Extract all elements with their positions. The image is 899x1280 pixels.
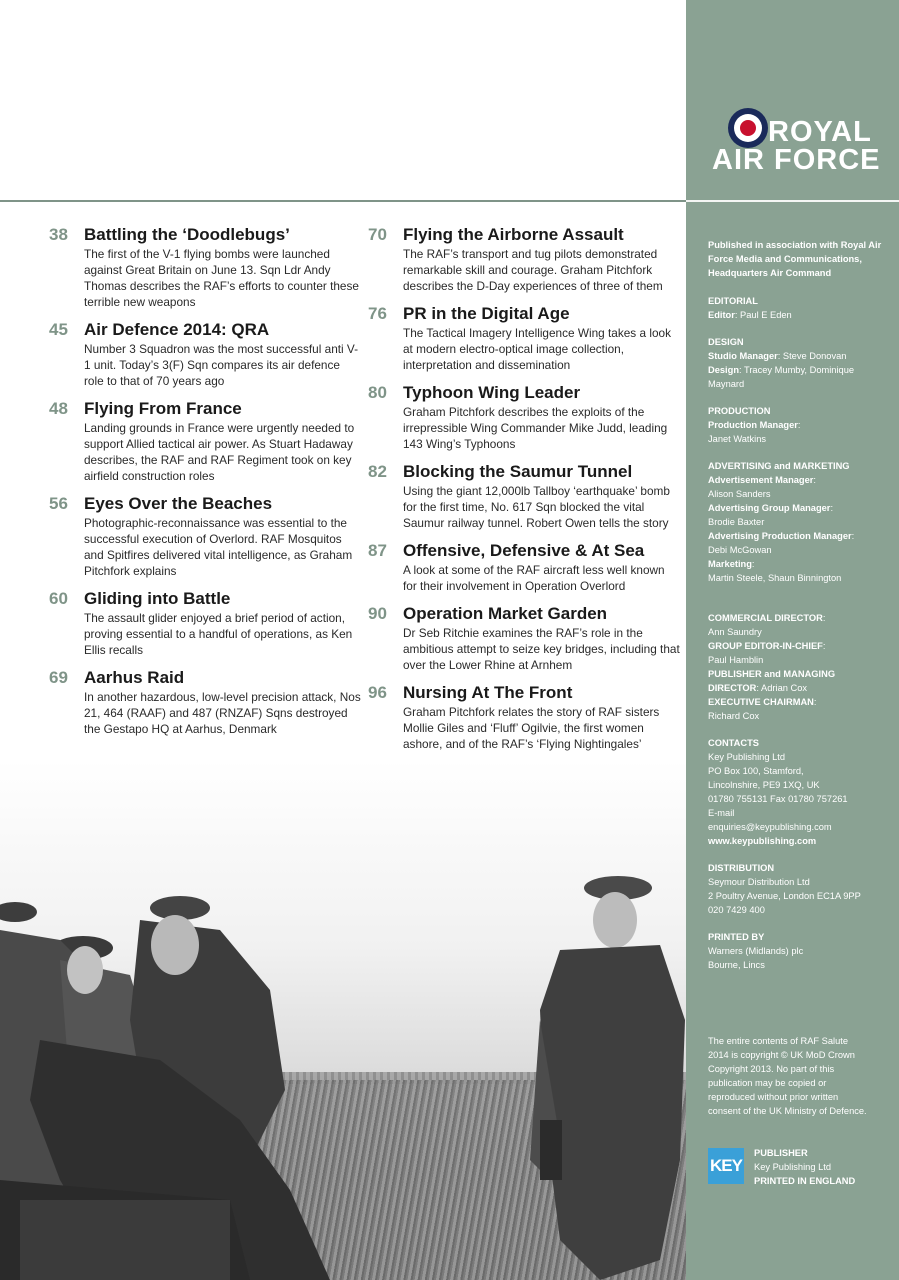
toc-entry[interactable] (49, 588, 361, 658)
article-summary: In another hazardous, low-level precision attack, Nos 21, 464 (RAAF) and 487 (RNZAF) Sqns destroyed the Gestapo HQ at Aarhus, Denmark (84, 690, 361, 736)
association-note: Published in association with Royal Air Force Media and Communications, Headquarters Air Command (708, 240, 882, 278)
credit-separator: : (797, 420, 801, 430)
toc-entry[interactable] (368, 382, 680, 452)
article-summary: Using the giant 12,000lb Tallboy ‘earthquake’ bomb for the first time, No. 617 Sqn blocked the vital Saumur railway tunnel. Robert Owen tells the story (403, 484, 670, 530)
commercial-section (708, 611, 888, 723)
toc-entry[interactable] (49, 398, 361, 484)
design-section (708, 335, 888, 391)
credit-line (708, 349, 888, 363)
contact-line: Lincolnshire, PE9 1XQ, UK (708, 780, 820, 790)
article-title: Air Defence 2014: QRA (84, 320, 270, 339)
publisher-block (754, 1146, 894, 1188)
article-title: Offensive, Defensive & At Sea (403, 541, 645, 560)
credit-line (708, 418, 888, 432)
toc-right-column (368, 224, 680, 761)
distribution-line: 2 Poultry Avenue, London EC1A 9PP (708, 891, 861, 901)
photo-figures (0, 760, 686, 1280)
toc-entry[interactable] (368, 540, 680, 594)
production-section (708, 404, 888, 446)
credit-role: Advertisement Manager (708, 475, 814, 485)
page-number: 69 (49, 668, 68, 687)
credit-role: Marketing (708, 559, 752, 569)
credit-role: Studio Manager (708, 351, 778, 361)
contacts-section (708, 736, 888, 848)
article-title: Battling the ‘Doodlebugs’ (84, 225, 290, 244)
section-title: EDITORIAL (708, 296, 758, 306)
toc-entry[interactable] (49, 319, 361, 389)
credit-name: : Adrian Cox (756, 683, 808, 693)
page-number: 60 (49, 589, 68, 608)
article-title: Nursing At The Front (403, 683, 573, 702)
credit-name: Richard Cox (708, 711, 760, 721)
credit-line: Advertisement Manager: (708, 475, 816, 485)
credit-name: Brodie Baxter (708, 517, 765, 527)
article-summary: Landing grounds in France were urgently needed to support Allied tactical air power. As Stuart Hadaway describes, the RAF and RAF Regiment took on key airfield construction roles (84, 421, 355, 483)
article-title: Blocking the Saumur Tunnel (403, 462, 633, 481)
article-title: Gliding into Battle (84, 589, 231, 608)
email-link[interactable]: enquiries@keypublishing.com (708, 822, 832, 832)
section-title: CONTACTS (708, 738, 759, 748)
sidebar-rule (686, 200, 899, 202)
toc-entry[interactable] (368, 224, 680, 294)
credit-name: : Tracey Mumby, Dominique Maynard (708, 365, 855, 389)
article-title: PR in the Digital Age (403, 304, 570, 323)
logo-line-royal: ROYAL (768, 116, 872, 148)
article-title: Typhoon Wing Leader (403, 383, 581, 402)
raf-roundel-icon (728, 108, 768, 148)
credit-role: PUBLISHER and MANAGING DIRECTOR (708, 669, 836, 693)
toc-entry[interactable] (49, 493, 361, 579)
credit-line: Advertising Production Manager: (708, 531, 855, 541)
section-title: DISTRIBUTION (708, 863, 775, 873)
toc-entry[interactable] (49, 224, 361, 310)
advertising-section (708, 459, 888, 585)
section-title: PRODUCTION (708, 406, 771, 416)
distribution-section (708, 861, 888, 917)
credits-sidebar (686, 0, 899, 1280)
credit-role: GROUP EDITOR-IN-CHIEF (708, 641, 823, 651)
printed-section (708, 930, 888, 972)
credit-name: : Paul E Eden (734, 310, 792, 320)
page-number: 90 (368, 604, 387, 623)
article-summary: A look at some of the RAF aircraft less well known for their involvement in Operation Overlord (403, 563, 665, 593)
article-summary: The Tactical Imagery Intelligence Wing takes a look at modern electro-optical image collection, interpretation and dissemination (403, 326, 671, 372)
credit-role: Advertising Production Manager (708, 531, 852, 541)
article-summary: The RAF’s transport and tug pilots demonstrated remarkable skill and courage. Graham Pitchfork describes the D-Day experiences of three of them (403, 247, 663, 293)
article-summary: The first of the V-1 flying bombs were launched against Great Britain on June 13. Sqn Ldr Andy Thomas describes the RAF’s efforts to counter these terrible new weapons (84, 247, 359, 309)
distribution-line: Seymour Distribution Ltd (708, 877, 810, 887)
printed-in-england: PRINTED IN ENGLAND (754, 1176, 856, 1186)
page-number: 87 (368, 541, 387, 560)
page-number: 76 (368, 304, 387, 323)
publisher-title: PUBLISHER (754, 1148, 808, 1158)
credit-name: Martin Steele, Shaun Binnington (708, 573, 842, 583)
credit-line: Advertising Group Manager: (708, 503, 834, 513)
credit-line (708, 363, 888, 391)
toc-entry[interactable] (49, 667, 361, 737)
credit-name: Debi McGowan (708, 545, 772, 555)
credit-role: COMMERCIAL DIRECTOR (708, 613, 823, 623)
contact-line: E-mail (708, 808, 735, 818)
contact-line: Key Publishing Ltd (708, 752, 786, 762)
credit-name: Ann Saundry (708, 627, 762, 637)
credit-role: Design (708, 365, 739, 375)
article-summary: Graham Pitchfork describes the exploits of the irrepressible Wing Commander Mike Judd, leading 143 Wing’s Typhoons (403, 405, 668, 451)
page-number: 70 (368, 225, 387, 244)
toc-left-column (49, 224, 361, 746)
page-number: 56 (49, 494, 68, 513)
page-number: 96 (368, 683, 387, 702)
logo-line-air-force: AIR FORCE (712, 144, 881, 176)
publisher-name: Key Publishing Ltd (754, 1162, 832, 1172)
article-summary: The assault glider enjoyed a brief period of action, proving essential to a handful of operations, as Ken Ellis recalls (84, 611, 353, 657)
header-rule (0, 200, 686, 202)
credit-line: EXECUTIVE CHAIRMAN: (708, 697, 817, 707)
credits-list (708, 238, 888, 985)
page-number: 80 (368, 383, 387, 402)
key-publishing-logo: KEY (708, 1148, 744, 1184)
credit-role: Advertising Group Manager (708, 503, 831, 513)
credit-name: Paul Hamblin (708, 655, 764, 665)
credit-role: EXECUTIVE CHAIRMAN (708, 697, 814, 707)
toc-entry[interactable] (368, 603, 680, 673)
article-title: Eyes Over the Beaches (84, 494, 273, 513)
credit-role: Production Manager (708, 420, 798, 430)
contact-line: PO Box 100, Stamford, (708, 766, 804, 776)
article-summary: Number 3 Squadron was the most successful anti V-1 unit. Today’s 3(F) Sqn compares its air defence role to that of 70 years ago (84, 342, 359, 388)
page-number: 48 (49, 399, 68, 418)
article-title: Operation Market Garden (403, 604, 608, 623)
article-title: Flying the Airborne Assault (403, 225, 624, 244)
article-title: Aarhus Raid (84, 668, 185, 687)
credit-line: COMMERCIAL DIRECTOR: (708, 613, 826, 623)
section-title: DESIGN (708, 337, 744, 347)
page-number: 38 (49, 225, 68, 244)
toc-entry[interactable] (368, 461, 680, 531)
page-number: 82 (368, 462, 387, 481)
credit-name: : Steve Donovan (777, 351, 847, 361)
article-title: Flying From France (84, 399, 242, 418)
credit-line: GROUP EDITOR-IN-CHIEF: (708, 641, 826, 651)
printer-line: Bourne, Lincs (708, 960, 765, 970)
printer-line: Warners (Midlands) plc (708, 946, 804, 956)
article-summary: Dr Seb Ritchie examines the RAF’s role in the ambitious attempt to seize key bridges, including that over the Lower Rhine at Arnhem (403, 626, 680, 672)
credit-line (708, 667, 888, 695)
article-summary: Photographic-reconnaissance was essential to the successful execution of Overlord. RAF Mosquitos and Spitfires delivered vital intelligence, as Graham Pitchfork explains (84, 516, 353, 578)
section-title: PRINTED BY (708, 932, 765, 942)
page-number: 45 (49, 320, 68, 339)
website-link[interactable]: www.keypublishing.com (708, 836, 817, 846)
distribution-line: 020 7429 400 (708, 905, 765, 915)
credit-role: Editor (708, 310, 735, 320)
credit-name: Alison Sanders (708, 489, 771, 499)
editorial-section (708, 294, 888, 322)
raf-logo (686, 0, 899, 200)
toc-entry[interactable] (368, 682, 680, 752)
toc-entry[interactable] (368, 303, 680, 373)
credit-line (708, 308, 888, 322)
copyright-notice: The entire contents of RAF Salute 2014 is copyright © UK MoD Crown Copyright 2013. No part of this publication may be copied or reproduced without prior written consent of the UK Ministry of Defence. (708, 1036, 867, 1116)
article-summary: Graham Pitchfork relates the story of RAF sisters Mollie Giles and ‘Fluff’ Ogilvie, the first women ashore, and of the RAF’s ‘Flying Nightingales’ (403, 705, 660, 751)
credit-name: Janet Watkins (708, 434, 767, 444)
historical-photo (0, 760, 686, 1280)
credit-line: Marketing: (708, 559, 755, 569)
section-title: ADVERTISING and MARKETING (708, 461, 850, 471)
contact-line: 01780 755131 Fax 01780 757261 (708, 794, 848, 804)
